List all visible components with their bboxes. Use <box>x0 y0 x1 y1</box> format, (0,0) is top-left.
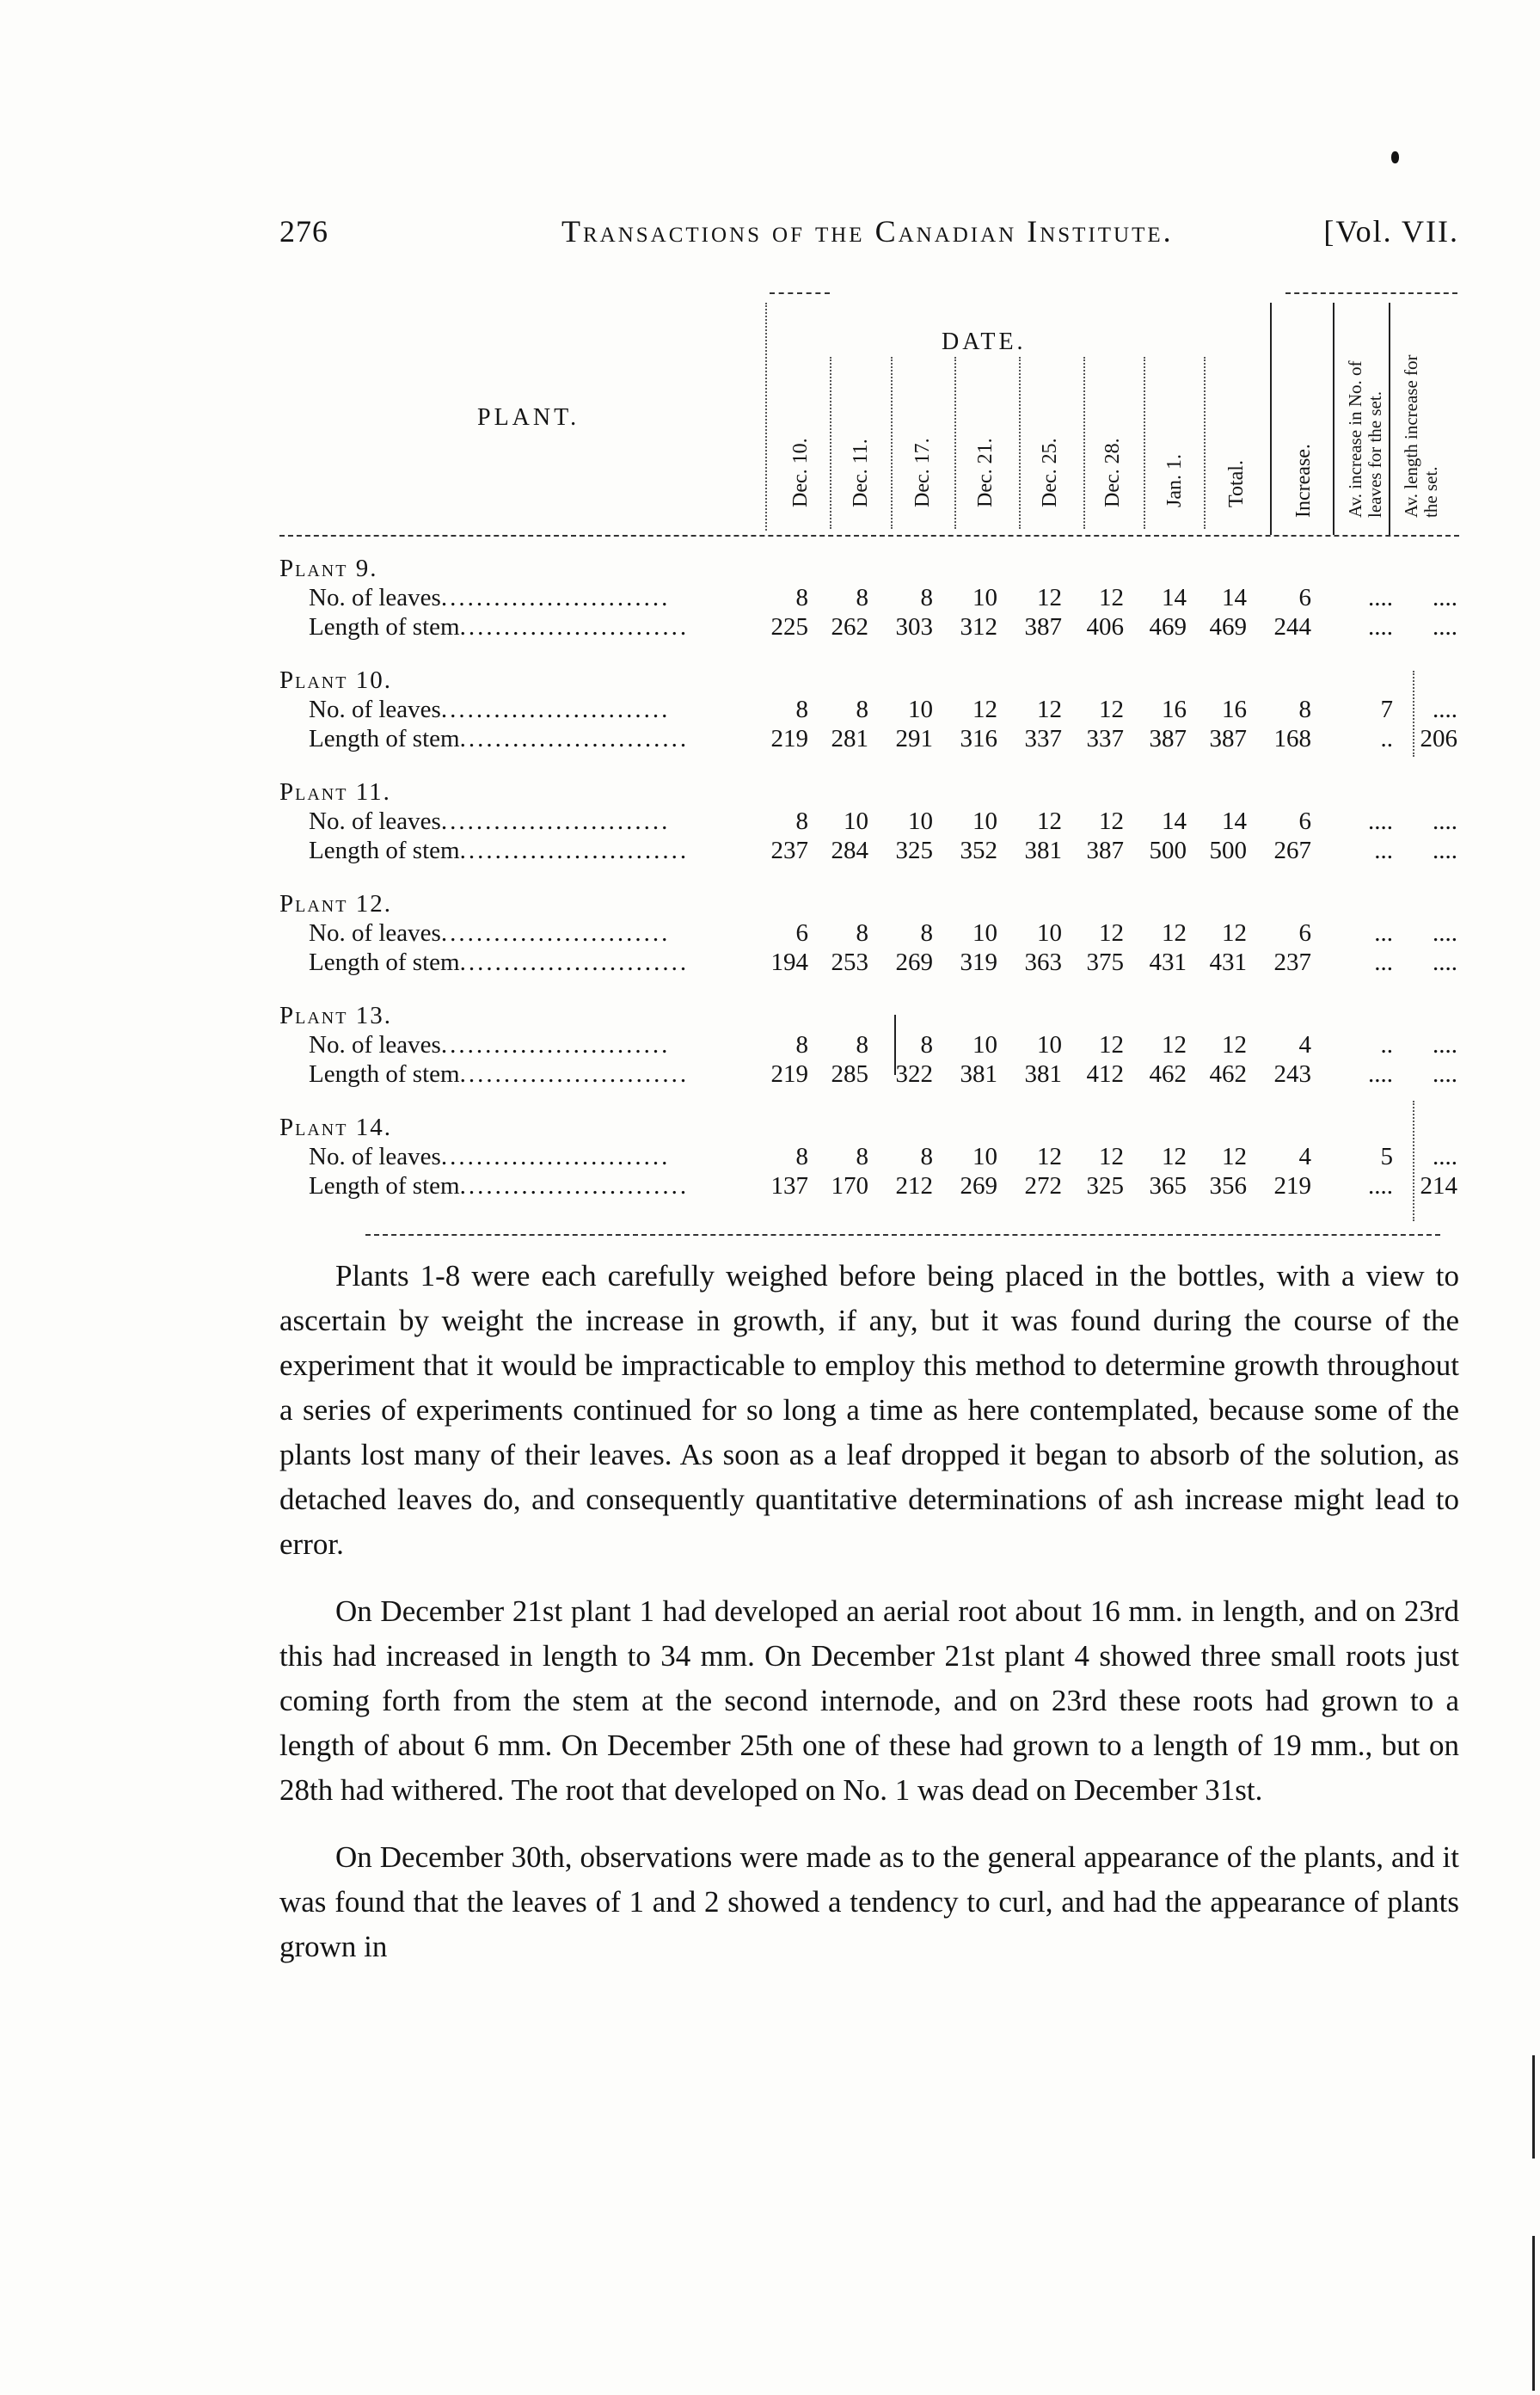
table-cell: 10 <box>972 584 997 611</box>
page-header <box>279 213 1459 256</box>
table-cell: 387 <box>1149 725 1187 752</box>
av-length-cell: .... <box>1433 696 1457 723</box>
av-leaves-cell: ... <box>1374 949 1393 976</box>
table-cell: 462 <box>1149 1060 1187 1088</box>
row-label-text: Length of stem <box>309 837 460 864</box>
av-length-cell: .... <box>1433 919 1457 947</box>
table-cell: 356 <box>1209 1172 1247 1200</box>
av-leaves-cell: .... <box>1368 584 1393 611</box>
av-length-cell: .... <box>1433 584 1457 611</box>
table-cell: 8 <box>920 1143 933 1170</box>
table-cell: 12 <box>1222 1031 1247 1059</box>
av-length-cell: .... <box>1433 808 1457 835</box>
table-cell: 225 <box>770 613 808 641</box>
column-divider <box>830 357 831 529</box>
table-cell: 8 <box>795 696 808 723</box>
date-column-header: DATE. <box>942 329 1027 355</box>
table-cell: 500 <box>1149 837 1187 864</box>
table-cell: 319 <box>960 949 997 976</box>
leader-dots: .......................... <box>459 949 690 976</box>
table-cell: 8 <box>856 584 868 611</box>
table-cell: 8 <box>795 808 808 835</box>
plant-label: Plant 12. <box>279 890 392 918</box>
row-label-leaves <box>309 696 670 724</box>
table-cell: 284 <box>831 837 868 864</box>
table-cell: 363 <box>1024 949 1062 976</box>
column-divider <box>891 357 893 529</box>
plant-label: Plant 9. <box>279 555 378 582</box>
leader-dots: .......................... <box>440 808 671 835</box>
table-cell: 8 <box>920 584 933 611</box>
table-cell: 10 <box>972 808 997 835</box>
leader-dots: .......................... <box>459 725 690 752</box>
col-header-dec17: Dec. 17. <box>911 438 934 507</box>
table-cell: 12 <box>1037 696 1062 723</box>
table-cell: 8 <box>856 1031 868 1059</box>
leader-dots: .......................... <box>459 613 690 641</box>
row-label-text: Length of stem <box>309 725 460 752</box>
av-leaves-cell: .... <box>1368 613 1393 641</box>
increase-cell: 168 <box>1273 725 1311 752</box>
row-label-stem <box>309 725 689 753</box>
leader-dots: .......................... <box>440 696 671 723</box>
table-cell: 281 <box>831 725 868 752</box>
row-label-leaves <box>309 919 670 948</box>
column-divider <box>1333 303 1334 535</box>
row-label-leaves <box>309 808 670 836</box>
row-label-leaves <box>309 1031 670 1059</box>
column-divider <box>954 357 956 529</box>
table-cell: 12 <box>1162 919 1187 947</box>
col-header-dec21: Dec. 21. <box>974 438 997 507</box>
column-divider <box>1389 303 1390 535</box>
table-cell: 269 <box>960 1172 997 1200</box>
table-cell: 500 <box>1209 837 1247 864</box>
table-cell: 14 <box>1162 808 1187 835</box>
table-cell: 8 <box>795 1031 808 1059</box>
av-length-cell: .... <box>1433 1031 1457 1059</box>
av-leaves-cell: .... <box>1368 1172 1393 1200</box>
column-divider <box>1204 357 1206 529</box>
plant-label: Plant 14. <box>279 1114 392 1141</box>
table-cell: 6 <box>795 919 808 947</box>
table-cell: 8 <box>920 1031 933 1059</box>
table-cell: 10 <box>844 808 868 835</box>
table-cell: 14 <box>1222 808 1247 835</box>
av-leaves-cell: 5 <box>1380 1143 1393 1170</box>
row-label-text: Length of stem <box>309 1172 460 1200</box>
table-cell: 469 <box>1209 613 1247 641</box>
table-cell: 269 <box>895 949 933 976</box>
plant-label: Plant 13. <box>279 1002 392 1029</box>
table-cell: 406 <box>1086 613 1124 641</box>
table-cell: 337 <box>1024 725 1062 752</box>
table-cell: 16 <box>1222 696 1247 723</box>
growth-table <box>279 292 1459 1238</box>
col-header-dec11: Dec. 11. <box>850 439 872 507</box>
row-label-stem <box>309 949 689 977</box>
table-cell: 10 <box>1037 919 1062 947</box>
av-length-cell: 206 <box>1420 725 1457 752</box>
row-label-leaves <box>309 584 670 612</box>
table-cell: 12 <box>1099 696 1124 723</box>
row-label-text: Length of stem <box>309 1060 460 1088</box>
table-cell: 12 <box>1162 1031 1187 1059</box>
table-cell: 10 <box>972 1031 997 1059</box>
page-number: 276 <box>279 214 328 249</box>
table-cell: 14 <box>1162 584 1187 611</box>
row-label-stem <box>309 837 689 865</box>
table-cell: 312 <box>960 613 997 641</box>
increase-cell: 237 <box>1273 949 1311 976</box>
row-label-text: No. of leaves <box>309 1031 441 1059</box>
increase-cell: 6 <box>1298 919 1311 947</box>
plant-column-header: PLANT. <box>477 404 580 431</box>
table-cell: 12 <box>1099 1143 1124 1170</box>
table-cell: 431 <box>1149 949 1187 976</box>
leader-dots: .......................... <box>459 1172 690 1200</box>
table-cell: 237 <box>770 837 808 864</box>
increase-cell: 219 <box>1273 1172 1311 1200</box>
plant-label: Plant 11. <box>279 778 391 806</box>
table-cell: 462 <box>1209 1060 1247 1088</box>
table-cell: 352 <box>960 837 997 864</box>
paragraph: On December 21st plant 1 had developed an aerial root about 16 mm. in length, and on 23rd this had increased in length to 34 mm. On December 21st plant 4 showed three small roots just coming forth from the stem at the second internode, and on 23rd these roots had grown to a length of about 6 mm. On December 25th one of these had grown to a length of 19 mm., but on 28th had withered. The root that developed on No. 1 was dead on December 31st. <box>279 1594 1459 1807</box>
table-cell: 316 <box>960 725 997 752</box>
ink-speck <box>1391 151 1399 163</box>
column-divider <box>1019 357 1021 529</box>
table-cell: 12 <box>1037 584 1062 611</box>
volume-label: [Vol. VII. <box>1323 214 1459 249</box>
scan-edge <box>1532 2055 1535 2159</box>
table-cell: 387 <box>1209 725 1247 752</box>
table-cell: 469 <box>1149 613 1187 641</box>
av-leaves-cell: 7 <box>1380 696 1393 723</box>
column-divider <box>1270 303 1272 535</box>
header-rule <box>279 535 1459 537</box>
leader-dots: .......................... <box>459 1060 690 1088</box>
paragraph: Plants 1-8 were each carefully weighed before being placed in the bottles, with a view to ascertain by weight the increase in growth, if any, but it was found during the course of the experiment that it would be impracticable to employ this method to determine growth throughout a series of experiments continued for so long a time as here contemplated, because some of the plants lost many of their leaves. As soon as a leaf dropped it began to absorb of the solution, as detached leaves do, and consequently quantitative determinations of ash increase might lead to error. <box>279 1259 1459 1561</box>
av-length-cell: .... <box>1433 837 1457 864</box>
increase-cell: 6 <box>1298 808 1311 835</box>
table-cell: 262 <box>831 613 868 641</box>
table-cell: 194 <box>770 949 808 976</box>
col-header-total: Total. <box>1225 460 1248 507</box>
table-cell: 8 <box>795 584 808 611</box>
table-cell: 170 <box>831 1172 868 1200</box>
row-label-stem <box>309 613 689 642</box>
table-cell: 12 <box>1222 1143 1247 1170</box>
table-cell: 12 <box>1222 919 1247 947</box>
leader-dots: .......................... <box>440 1031 671 1059</box>
table-cell: 285 <box>831 1060 868 1088</box>
table-cell: 8 <box>795 1143 808 1170</box>
av-length-cell: .... <box>1433 1060 1457 1088</box>
table-cell: 12 <box>1099 1031 1124 1059</box>
table-cell: 212 <box>895 1172 933 1200</box>
row-label-text: Length of stem <box>309 949 460 976</box>
table-cell: 219 <box>770 1060 808 1088</box>
av-length-cell: 214 <box>1420 1172 1457 1200</box>
table-cell: 8 <box>856 696 868 723</box>
table-cell: 253 <box>831 949 868 976</box>
row-label-text: No. of leaves <box>309 584 441 611</box>
table-cell: 272 <box>1024 1172 1062 1200</box>
col-header-av-leaves: Av. increase in No. of leaves for the set. <box>1345 360 1385 518</box>
increase-cell: 4 <box>1298 1143 1311 1170</box>
table-cell: 8 <box>856 1143 868 1170</box>
av-leaves-cell: ... <box>1374 837 1393 864</box>
table-cell: 387 <box>1086 837 1124 864</box>
increase-cell: 4 <box>1298 1031 1311 1059</box>
col-header-increase: Increase. <box>1292 444 1315 518</box>
plant-label: Plant 10. <box>279 666 392 694</box>
table-cell: 12 <box>1037 808 1062 835</box>
table-cell: 303 <box>895 613 933 641</box>
table-cell: 8 <box>920 919 933 947</box>
running-title: Transactions of the Canadian Institute. <box>561 214 1174 249</box>
column-divider <box>1083 357 1085 529</box>
table-cell: 12 <box>1099 808 1124 835</box>
row-label-text: No. of leaves <box>309 808 441 835</box>
table-cell: 325 <box>1086 1172 1124 1200</box>
table-cell: 10 <box>972 919 997 947</box>
av-leaves-cell: .... <box>1368 1060 1393 1088</box>
leader-dots: .......................... <box>440 584 671 611</box>
table-cell: 219 <box>770 725 808 752</box>
table-cell: 16 <box>1162 696 1187 723</box>
table-cell: 381 <box>1024 1060 1062 1088</box>
col-header-dec28: Dec. 28. <box>1101 438 1124 507</box>
table-cell: 12 <box>1099 919 1124 947</box>
table-cell: 412 <box>1086 1060 1124 1088</box>
table-cell: 387 <box>1024 613 1062 641</box>
column-divider <box>765 303 767 531</box>
increase-cell: 244 <box>1273 613 1311 641</box>
table-cell: 10 <box>1037 1031 1062 1059</box>
table-cell: 10 <box>972 1143 997 1170</box>
table-cell: 14 <box>1222 584 1247 611</box>
table-cell: 137 <box>770 1172 808 1200</box>
leader-dots: .......................... <box>459 837 690 864</box>
rule <box>770 292 830 294</box>
row-label-stem <box>309 1172 689 1201</box>
av-leaves-cell: ... <box>1374 919 1393 947</box>
table-cell: 12 <box>1099 584 1124 611</box>
table-cell: 375 <box>1086 949 1124 976</box>
table-cell: 10 <box>908 808 933 835</box>
row-label-text: No. of leaves <box>309 696 441 723</box>
row-label-text: No. of leaves <box>309 919 441 947</box>
row-label-stem <box>309 1060 689 1089</box>
scan-edge <box>1532 2236 1535 2391</box>
bottom-rule <box>365 1234 1440 1236</box>
table-cell: 12 <box>1162 1143 1187 1170</box>
table-cell: 381 <box>960 1060 997 1088</box>
table-cell: 12 <box>972 696 997 723</box>
table-cell: 381 <box>1024 837 1062 864</box>
col-header-av-length: Av. length increase for the set. <box>1401 354 1441 518</box>
table-cell: 8 <box>856 919 868 947</box>
increase-cell: 6 <box>1298 584 1311 611</box>
leader-dots: .......................... <box>440 919 671 947</box>
body-text <box>279 1254 1459 1969</box>
increase-cell: 243 <box>1273 1060 1311 1088</box>
av-leaves-cell: .... <box>1368 808 1393 835</box>
table-cell: 431 <box>1209 949 1247 976</box>
table-cell: 291 <box>895 725 933 752</box>
col-header-jan1: Jan. 1. <box>1163 454 1186 507</box>
increase-cell: 267 <box>1273 837 1311 864</box>
increase-cell: 8 <box>1298 696 1311 723</box>
row-label-text: Length of stem <box>309 613 460 641</box>
column-divider <box>1144 357 1145 529</box>
rule <box>1285 292 1457 294</box>
av-length-cell: .... <box>1433 613 1457 641</box>
table-cell: 337 <box>1086 725 1124 752</box>
av-leaves-cell: .. <box>1380 725 1393 752</box>
table-cell: 365 <box>1149 1172 1187 1200</box>
col-header-dec10: Dec. 10. <box>789 438 812 507</box>
table-cell: 12 <box>1037 1143 1062 1170</box>
table-cell: 325 <box>895 837 933 864</box>
av-length-cell: .... <box>1433 949 1457 976</box>
leader-dots: .......................... <box>440 1143 671 1170</box>
av-length-cell: .... <box>1433 1143 1457 1170</box>
row-label-leaves <box>309 1143 670 1171</box>
row-label-text: No. of leaves <box>309 1143 441 1170</box>
table-cell: 322 <box>895 1060 933 1088</box>
table-cell: 10 <box>908 696 933 723</box>
col-header-dec25: Dec. 25. <box>1039 438 1061 507</box>
av-leaves-cell: .. <box>1380 1031 1393 1059</box>
paragraph: On December 30th, observations were made as to the general appearance of the plants, and it was found that the leaves of 1 and 2 showed a tendency to curl, and had the appearance of plants grown in <box>279 1840 1459 1963</box>
